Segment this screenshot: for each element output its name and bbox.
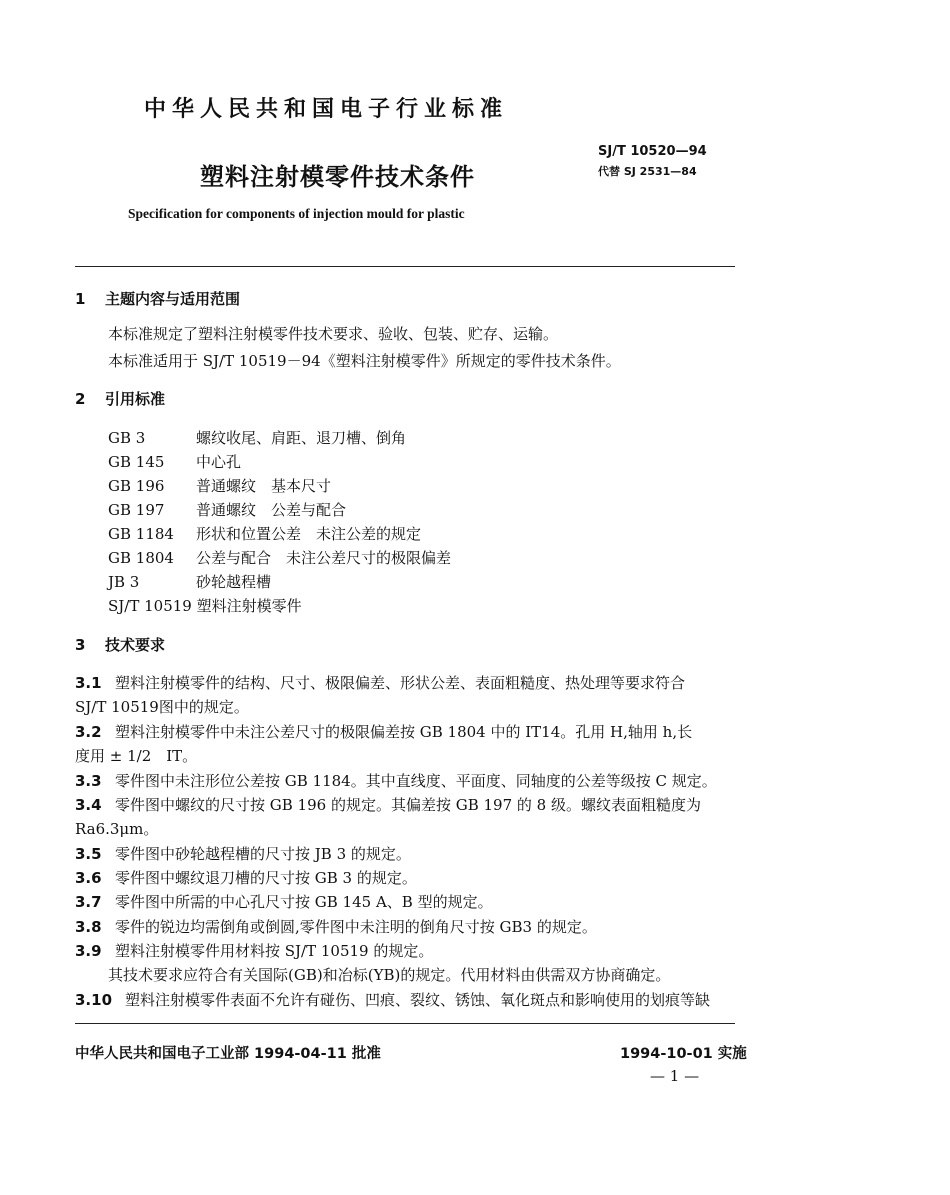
- clause-number: 3.1: [75, 674, 102, 692]
- clause-continuation: Ra6.3μm。: [75, 820, 159, 838]
- clause-continuation: 其技术要求应符合有关国际(GB)和冶标(YB)的规定。代用材料由供需双方协商确定。: [108, 966, 671, 984]
- reference-code: GB 145: [108, 453, 165, 471]
- paragraph-line: 本标准适用于 SJ/T 10519－94《塑料注射模零件》所规定的零件技术条件。: [108, 352, 621, 370]
- page-number: — 1 —: [650, 1067, 700, 1085]
- reference-code: GB 1804: [108, 549, 174, 567]
- reference-name: 砂轮越程槽: [196, 573, 272, 591]
- standard-title-en: Specification for components of injection mould for plastic: [128, 206, 465, 221]
- clause-3-8: [75, 916, 597, 937]
- clause-text: 零件图中所需的中心孔尺寸按 GB 145 A、B 型的规定。: [115, 893, 493, 911]
- reference-row: [108, 427, 406, 448]
- clause-number: 3.7: [75, 893, 102, 911]
- issuing-body-title: 中华人民共和国电子行业标准: [144, 97, 509, 122]
- reference-name: 形状和位置公差 未注公差的规定: [196, 525, 422, 543]
- approval-note: 中华人民共和国电子工业部 1994-04-11 批准: [75, 1046, 381, 1062]
- reference-code: GB 196: [108, 477, 165, 495]
- standard-code: SJ/T 10520—94: [598, 144, 707, 159]
- reference-row: [108, 571, 271, 592]
- reference-row: [108, 451, 241, 472]
- reference-name: 螺纹收尾、肩距、退刀槽、倒角: [196, 429, 407, 447]
- reference-row: SJ/T 10519 塑料注射模零件: [108, 597, 302, 615]
- reference-code: JB 3: [108, 573, 140, 591]
- reference-row: [108, 499, 346, 520]
- clause-text: 零件图中砂轮越程槽的尺寸按 JB 3 的规定。: [115, 845, 411, 863]
- paragraph-line: 本标准规定了塑料注射模零件技术要求、验收、包装、贮存、运输。: [108, 325, 559, 343]
- clause-3-2: [75, 721, 692, 742]
- clause-text: 塑料注射模零件的结构、尺寸、极限偏差、形状公差、表面粗糙度、热处理等要求符合: [115, 674, 686, 692]
- clause-3-10: [75, 989, 710, 1010]
- section-title: 主题内容与适用范围: [105, 290, 241, 308]
- clause-number: 3.8: [75, 918, 102, 936]
- clause-text: 塑料注射模零件中未注公差尺寸的极限偏差按 GB 1804 中的 IT14。孔用 H,轴用 h,长: [115, 723, 693, 741]
- reference-code: GB 3: [108, 429, 146, 447]
- reference-name: 普通螺纹 基本尺寸: [196, 477, 332, 495]
- clause-number: 3.6: [75, 869, 102, 887]
- section-number: 3: [75, 636, 86, 654]
- section-3-heading: [75, 634, 165, 655]
- clause-3-7: [75, 891, 493, 912]
- clause-3-9: [75, 940, 433, 961]
- section-title: 引用标准: [105, 390, 166, 408]
- clause-number: 3.2: [75, 723, 102, 741]
- standard-replaces: 代替 SJ 2531—84: [598, 165, 697, 178]
- header-divider: [75, 266, 735, 267]
- clause-number: 3.9: [75, 942, 102, 960]
- clause-3-5: [75, 843, 411, 864]
- clause-3-6: [75, 867, 417, 888]
- reference-code: GB 197: [108, 501, 165, 519]
- clause-number: 3.5: [75, 845, 102, 863]
- reference-row: [108, 547, 451, 568]
- section-number: 1: [75, 290, 86, 308]
- standard-title-cn: 塑料注射模零件技术条件: [200, 163, 475, 191]
- clause-text: 零件图中螺纹退刀槽的尺寸按 GB 3 的规定。: [115, 869, 417, 887]
- clause-number: 3.10: [75, 991, 113, 1009]
- section-title: 技术要求: [105, 636, 166, 654]
- clause-text: 塑料注射模零件表面不允许有碰伤、凹痕、裂纹、锈蚀、氧化斑点和影响使用的划痕等缺: [125, 991, 711, 1009]
- effective-date: 1994-10-01 实施: [620, 1046, 747, 1062]
- clause-text: 零件图中螺纹的尺寸按 GB 196 的规定。其偏差按 GB 197 的 8 级。螺纹表面粗糙度为: [115, 796, 701, 814]
- clause-text: 零件图中未注形位公差按 GB 1184。其中直线度、平面度、同轴度的公差等级按 C 规定。: [115, 772, 717, 790]
- clause-number: 3.3: [75, 772, 102, 790]
- reference-code: GB 1184: [108, 525, 174, 543]
- footer-divider: [75, 1023, 735, 1024]
- clause-number: 3.4: [75, 796, 102, 814]
- reference-name: 公差与配合 未注公差尺寸的极限偏差: [196, 549, 452, 567]
- clause-continuation: SJ/T 10519图中的规定。: [75, 698, 249, 716]
- clause-3-3: [75, 770, 717, 791]
- clause-continuation: 度用 ± 1/2 IT。: [75, 747, 198, 765]
- reference-row: [108, 475, 331, 496]
- reference-name: 普通螺纹 公差与配合: [196, 501, 347, 519]
- section-1-heading: [75, 288, 240, 309]
- reference-name: 中心孔: [196, 453, 242, 471]
- section-2-heading: [75, 388, 165, 409]
- clause-text: 塑料注射模零件用材料按 SJ/T 10519 的规定。: [115, 942, 434, 960]
- section-number: 2: [75, 390, 86, 408]
- reference-row: [108, 523, 421, 544]
- clause-3-4: [75, 794, 701, 815]
- clause-text: 零件的锐边均需倒角或倒圆,零件图中未注明的倒角尺寸按 GB3 的规定。: [115, 918, 597, 936]
- clause-3-1: [75, 672, 685, 693]
